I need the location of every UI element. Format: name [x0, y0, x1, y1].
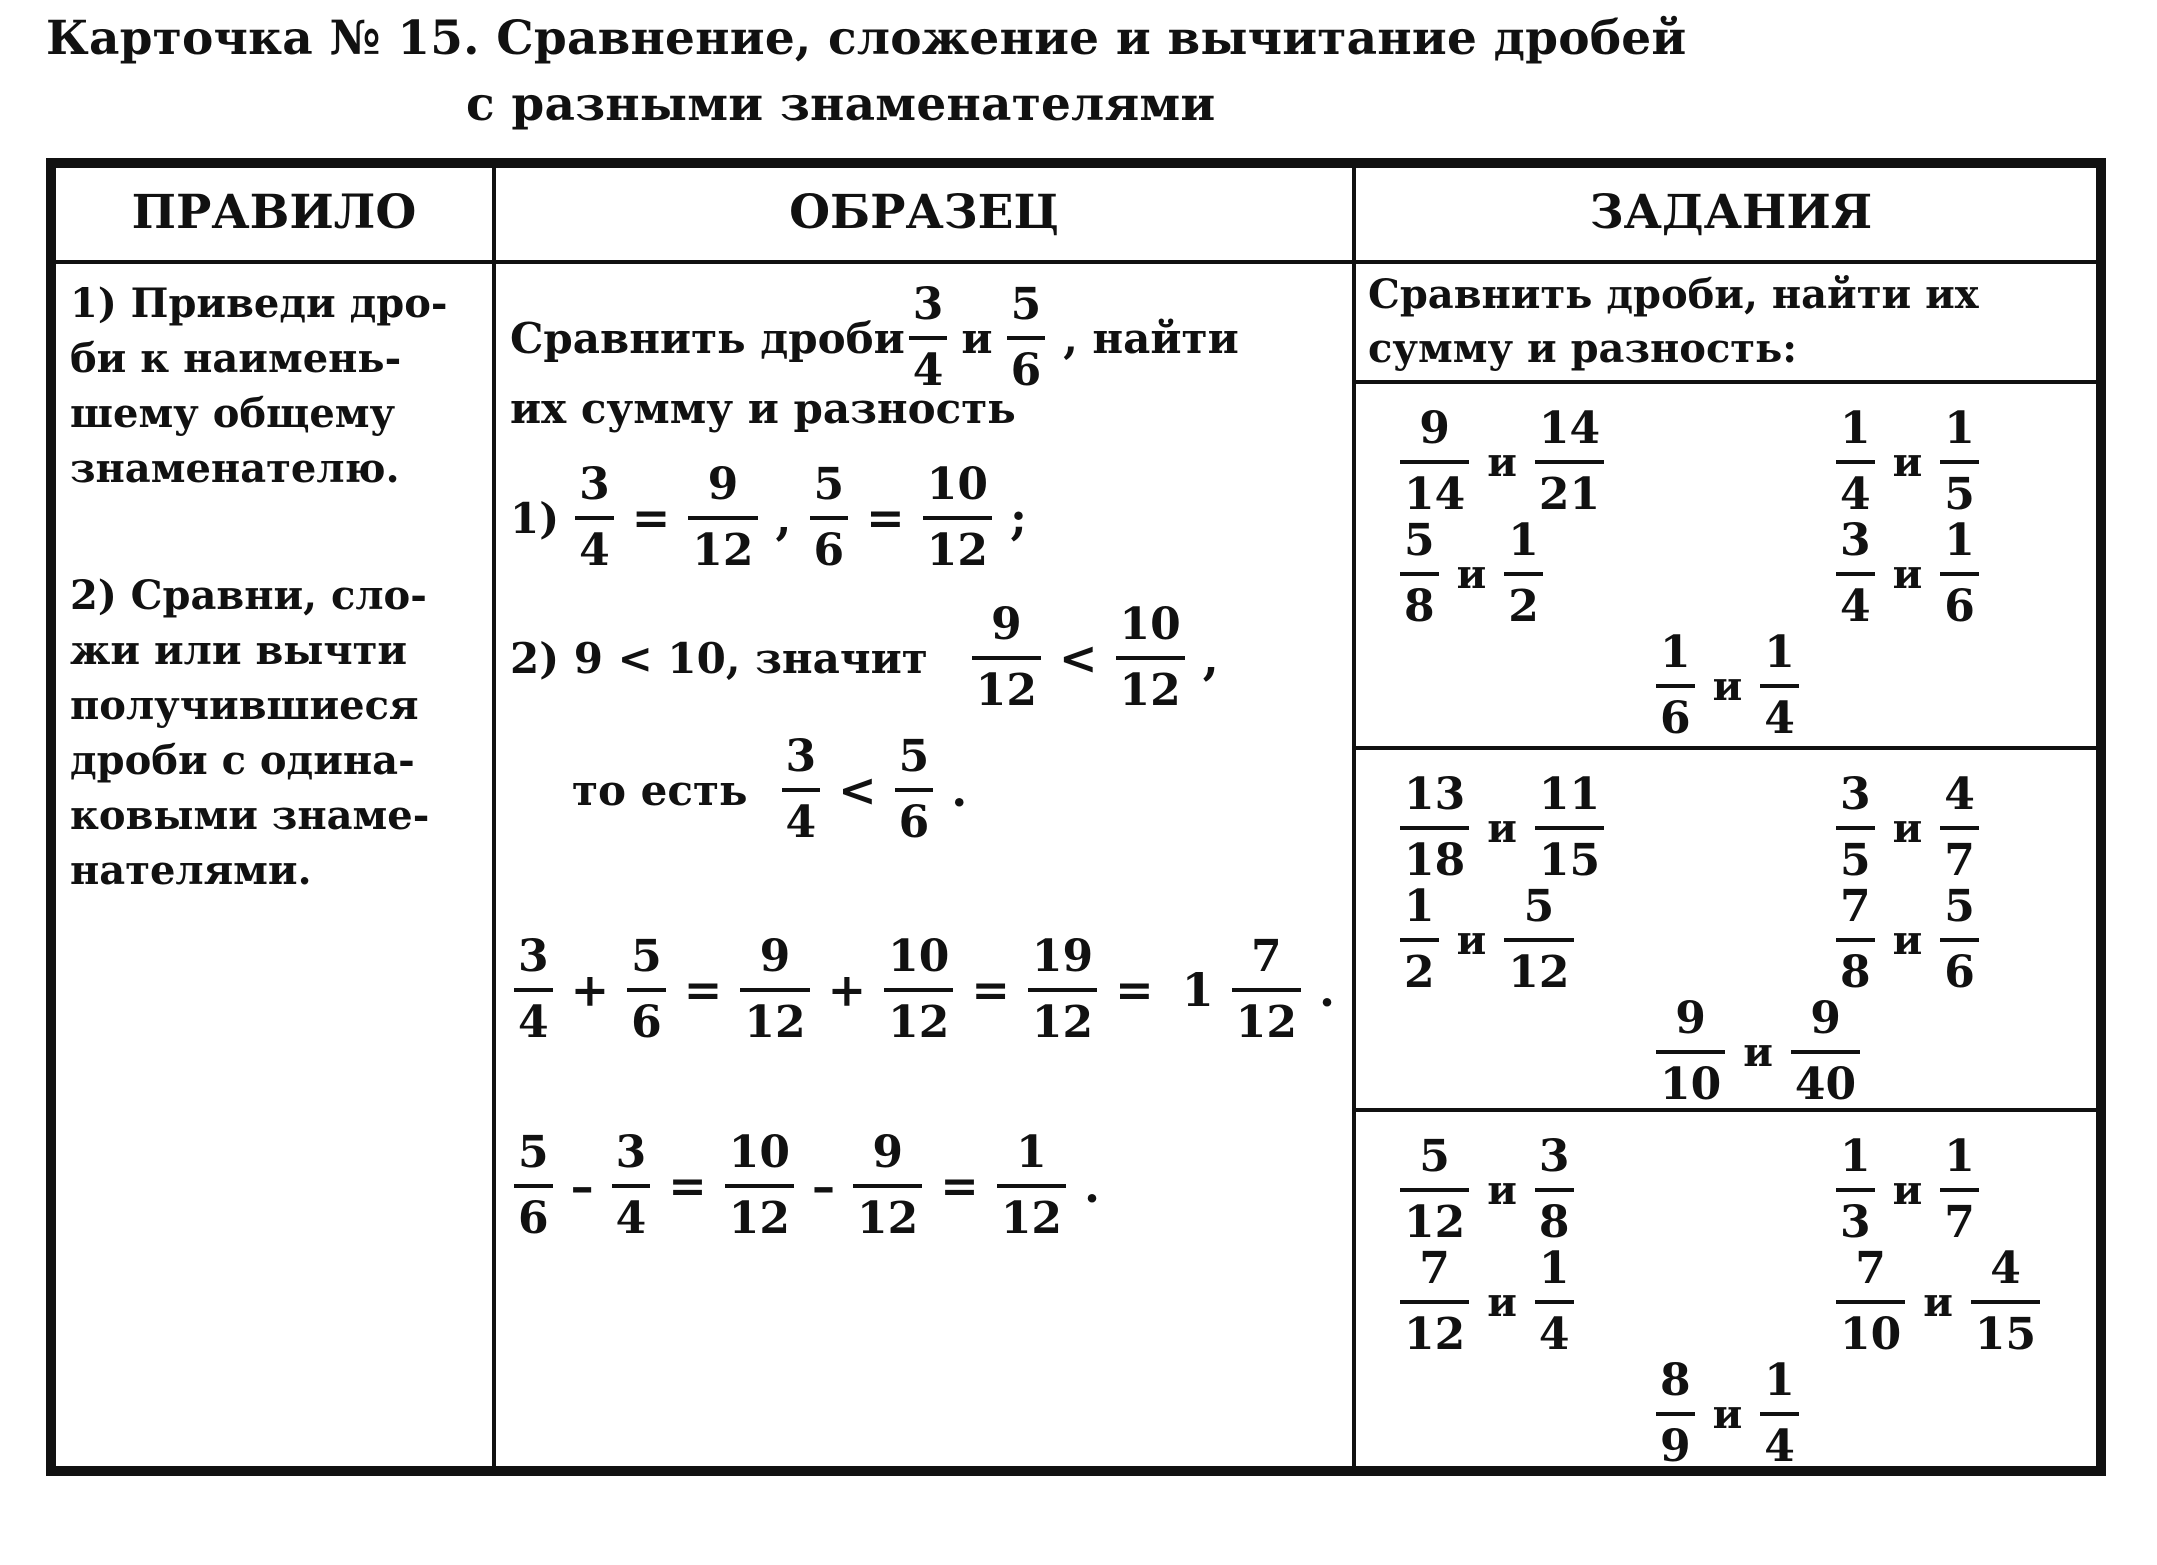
fraction-bar [1400, 1300, 1469, 1304]
denominator: 6 [631, 997, 662, 1048]
operator: + [570, 963, 610, 1017]
fraction-bar [1007, 336, 1046, 340]
denominator: 12 [1031, 997, 1094, 1048]
denominator: 14 [1404, 469, 1466, 520]
difference-expression [510, 1126, 1114, 1246]
denominator: 40 [1794, 1059, 1857, 1110]
operator: = [631, 491, 671, 545]
example-step-1 [510, 458, 1041, 578]
fraction-bar [514, 1184, 553, 1188]
operator: < [1058, 631, 1098, 685]
fraction-bar [1940, 1188, 1979, 1192]
denominator: 9 [1660, 1421, 1691, 1472]
tasks-instruction: Сравнить дроби, найти их сумму и разность: [1368, 271, 1979, 372]
fraction [1971, 1242, 2040, 1362]
fraction [1760, 1354, 1799, 1474]
fraction-bar [612, 1184, 651, 1188]
fraction [782, 730, 821, 850]
denominator: 12 [857, 1193, 919, 1244]
fraction-bar [1232, 988, 1301, 992]
denominator: 4 [579, 525, 610, 576]
step-3-expression [778, 730, 982, 850]
fraction-bar [688, 516, 757, 520]
fraction-bar [1400, 1188, 1469, 1192]
fraction-bar [725, 1184, 794, 1188]
numerator: 1 [1660, 627, 1691, 678]
fraction-bar [1971, 1300, 2040, 1304]
denominator: 12 [888, 997, 950, 1048]
fraction-bar [1535, 1300, 1574, 1304]
denominator: 6 [1944, 947, 1975, 998]
header-example: ОБРАЗЕЦ [789, 185, 1059, 240]
fraction [1940, 1130, 1979, 1250]
task-fraction-pair [1652, 1354, 1803, 1474]
task-fraction-pair [1652, 626, 1803, 746]
task-fraction-pair [1832, 1130, 1983, 1250]
operator: = [971, 963, 1010, 1017]
fraction [1400, 514, 1439, 634]
numerator: 9 [1810, 993, 1841, 1044]
numerator: 3 [912, 279, 944, 330]
denominator: 8 [1840, 947, 1871, 998]
fraction [1028, 930, 1097, 1050]
task-fraction-pair [1652, 992, 1864, 1112]
numerator: 7 [1251, 931, 1282, 982]
numerator: 5 [898, 731, 930, 782]
task-fraction-pair [1396, 768, 1608, 888]
denominator: 8 [1404, 581, 1435, 632]
operator: , [1202, 631, 1219, 685]
fraction [1400, 1242, 1469, 1362]
fraction-bar [1656, 1412, 1695, 1416]
fraction [1400, 880, 1439, 1000]
task-fraction-pair [1832, 880, 1983, 1000]
card-title [46, 6, 1686, 138]
fraction-bar [1400, 460, 1469, 464]
fraction-bar [972, 656, 1041, 660]
example-intro-and: и [961, 313, 993, 363]
operator: . [1084, 1159, 1101, 1213]
example-intro [510, 278, 1239, 398]
operator: ; [1009, 491, 1027, 545]
numerator: 10 [888, 931, 950, 982]
denominator: 12 [975, 665, 1037, 716]
fraction [514, 930, 553, 1050]
example-step-3 [572, 730, 981, 850]
denominator: 4 [912, 345, 944, 396]
denominator: 4 [615, 1193, 647, 1244]
task-fraction-pair [1832, 768, 1983, 888]
numerator: 10 [728, 1127, 791, 1178]
fraction-bar [1400, 826, 1469, 830]
denominator: 4 [1840, 469, 1871, 520]
fraction-bar [1836, 460, 1875, 464]
example-intro-line2-text: их сумму и разность [510, 384, 1016, 433]
numerator: 8 [1660, 1355, 1691, 1406]
denominator: 4 [1840, 581, 1871, 632]
fraction-bar [1836, 1300, 1905, 1304]
denominator: 18 [1404, 835, 1466, 886]
header-rule: ПРАВИЛО [131, 185, 417, 240]
pair-and-word: и [1923, 1278, 1953, 1326]
fraction-bar [1656, 684, 1695, 688]
fraction [1791, 992, 1860, 1112]
denominator: 6 [518, 1193, 549, 1244]
fraction-bar [909, 336, 948, 340]
tasks-divider [1352, 380, 2096, 384]
operator: = [683, 963, 723, 1017]
fraction-bar [1940, 572, 1979, 576]
fraction-bar [1504, 938, 1573, 942]
fraction [575, 458, 614, 578]
task-fraction-pair [1396, 514, 1547, 634]
pair-and-word: и [1456, 550, 1487, 598]
fraction [1535, 1242, 1574, 1362]
numerator: 5 [518, 1127, 549, 1178]
operator: = [866, 491, 905, 545]
numerator: 9 [1675, 993, 1706, 1044]
denominator: 4 [518, 997, 549, 1048]
fraction [1656, 626, 1695, 746]
denominator: 12 [1508, 947, 1570, 998]
fraction [1656, 992, 1725, 1112]
fraction [1400, 768, 1469, 888]
numerator: 3 [1840, 769, 1871, 820]
fraction-bar [997, 1184, 1066, 1188]
numerator: 1 [1840, 1131, 1871, 1182]
numerator: 1 [1840, 403, 1871, 454]
denominator: 4 [1538, 1309, 1570, 1360]
denominator: 12 [1404, 1197, 1466, 1248]
fraction-bar [1791, 1050, 1860, 1054]
numerator: 1 [1944, 1131, 1975, 1182]
numerator: 5 [1404, 515, 1435, 566]
numerator: 1 [1944, 515, 1975, 566]
fraction [627, 930, 666, 1050]
operator: , [775, 491, 792, 545]
fraction-bar [884, 988, 953, 992]
pair-and-word: и [1892, 804, 1923, 852]
pair-and-word: и [1712, 662, 1743, 710]
fraction-bar [1836, 1188, 1875, 1192]
card-title-line1: Карточка № 15. Сравнение, сложение и вычитание дробей [46, 11, 1687, 66]
pair-and-word: и [1487, 438, 1517, 486]
numerator: 10 [1119, 599, 1181, 650]
fraction-bar [1028, 988, 1097, 992]
column-divider [1352, 168, 1356, 1466]
fraction [909, 278, 948, 398]
numerator: 9 [759, 931, 791, 982]
fraction [612, 1126, 651, 1246]
fraction [1116, 598, 1185, 718]
step-1-expression [571, 458, 1041, 578]
denominator: 7 [1944, 1197, 1975, 1248]
operator: . [951, 763, 968, 817]
denominator: 12 [744, 997, 806, 1048]
fraction [1836, 514, 1875, 634]
fraction [725, 1126, 794, 1246]
pair-and-word: и [1487, 804, 1517, 852]
numerator: 9 [991, 599, 1022, 650]
pair-and-word: и [1892, 550, 1923, 598]
example-step-2 [510, 598, 1233, 718]
denominator: 2 [1508, 581, 1539, 632]
step-1-label: 1) [510, 493, 560, 543]
fraction-bar [1535, 826, 1604, 830]
operator: = [940, 1159, 979, 1213]
denominator: 6 [1010, 345, 1042, 396]
operator: . [1318, 963, 1335, 1017]
fraction-bar [1940, 938, 1979, 942]
fraction [1535, 402, 1604, 522]
operator: – [812, 1159, 836, 1213]
fraction [1940, 768, 1979, 888]
numerator: 5 [1523, 881, 1555, 932]
denominator: 4 [1764, 693, 1795, 744]
rule-step-1: 1) Приведи дро- би к наимень- шему общему знаменателю. [70, 280, 448, 492]
fraction-bar [1116, 656, 1185, 660]
fraction [895, 730, 934, 850]
fraction-bar [1760, 684, 1799, 688]
fraction-bar [1836, 938, 1875, 942]
pair-and-word: и [1487, 1166, 1517, 1214]
fraction [1836, 402, 1875, 522]
denominator: 12 [1000, 1193, 1063, 1244]
fraction [1940, 880, 1979, 1000]
numerator: 3 [785, 731, 817, 782]
numerator: 5 [813, 459, 845, 510]
step-2-expression [968, 598, 1233, 718]
numerator: 14 [1538, 403, 1601, 454]
numerator: 9 [872, 1127, 903, 1178]
fraction-bar [810, 516, 849, 520]
denominator: 6 [1660, 693, 1691, 744]
fraction-bar [1400, 938, 1439, 942]
fraction-bar [575, 516, 614, 520]
fraction [1940, 514, 1979, 634]
fraction-bar [740, 988, 809, 992]
fraction [972, 598, 1041, 718]
fraction-bar [853, 1184, 922, 1188]
fraction [1836, 1130, 1875, 1250]
fraction-bar [1940, 826, 1979, 830]
example-sum [510, 930, 1349, 1050]
fraction [1836, 1242, 1905, 1362]
numerator: 9 [1419, 403, 1450, 454]
numerator: 3 [1840, 515, 1871, 566]
numerator: 1 [1508, 515, 1539, 566]
fraction [1836, 880, 1875, 1000]
fraction-bar [1400, 572, 1439, 576]
numerator: 7 [1840, 881, 1871, 932]
operator: < [838, 763, 877, 817]
pair-and-word: и [1487, 1278, 1517, 1326]
fraction [1760, 626, 1799, 746]
denominator: 12 [926, 525, 988, 576]
header-tasks: ЗАДАНИЯ [1589, 185, 1873, 240]
numerator: 1 [1764, 1355, 1795, 1406]
fraction [1400, 402, 1469, 522]
task-fraction-pair [1832, 514, 1983, 634]
numerator: 9 [707, 459, 739, 510]
fraction [1535, 1130, 1574, 1250]
denominator: 12 [1119, 665, 1181, 716]
fraction [997, 1126, 1066, 1246]
numerator: 5 [631, 931, 662, 982]
numerator: 19 [1031, 931, 1094, 982]
numerator: 11 [1538, 769, 1601, 820]
fraction-bar [1836, 572, 1875, 576]
example-intro-suffix: , найти [1063, 313, 1239, 363]
denominator: 6 [898, 797, 930, 848]
denominator: 15 [1974, 1309, 2037, 1360]
numerator: 4 [1990, 1243, 2021, 1294]
fraction-bar [782, 788, 821, 792]
numerator: 1 [1538, 1243, 1570, 1294]
task-fraction-pair [1832, 402, 1983, 522]
pair-and-word: и [1712, 1390, 1743, 1438]
tasks-divider [1352, 746, 2096, 750]
denominator: 21 [1538, 469, 1601, 520]
fraction [1940, 402, 1979, 522]
numerator: 10 [926, 459, 988, 510]
operator: = [668, 1159, 707, 1213]
fraction-bar [1940, 460, 1979, 464]
task-fraction-pair [1832, 1242, 2044, 1362]
fraction [1400, 1130, 1469, 1250]
fraction-bar [895, 788, 934, 792]
denominator: 6 [813, 525, 845, 576]
fraction [923, 458, 992, 578]
denominator: 12 [1404, 1309, 1466, 1360]
fraction [1504, 514, 1543, 634]
card-table [46, 158, 2106, 1476]
numerator: 1 [1764, 627, 1795, 678]
pair-and-word: и [1892, 1166, 1923, 1214]
denominator: 12 [728, 1193, 791, 1244]
denominator: 8 [1538, 1197, 1570, 1248]
task-fraction-pair [1396, 1130, 1578, 1250]
fraction [810, 458, 849, 578]
fraction [853, 1126, 922, 1246]
denominator: 15 [1538, 835, 1601, 886]
sum-expression [510, 930, 1349, 1050]
header-divider [56, 260, 2096, 264]
fraction-bar [923, 516, 992, 520]
fraction-bar [1760, 1412, 1799, 1416]
pair-and-word: и [1892, 916, 1923, 964]
numerator: 4 [1944, 769, 1975, 820]
denominator: 5 [1840, 835, 1871, 886]
card-title-line2: с разными знаменателями [466, 77, 1216, 132]
step-3-text: то есть [572, 765, 748, 815]
numerator: 5 [1419, 1131, 1450, 1182]
fraction [688, 458, 757, 578]
fraction [884, 930, 953, 1050]
numerator: 3 [615, 1127, 647, 1178]
fraction [1836, 768, 1875, 888]
operator: 1 [1181, 963, 1214, 1017]
fraction-bar [1836, 826, 1875, 830]
denominator: 7 [1944, 835, 1975, 886]
fraction [1504, 880, 1573, 1000]
denominator: 10 [1840, 1309, 1902, 1360]
fraction-bar [1504, 572, 1543, 576]
pair-and-word: и [1892, 438, 1923, 486]
task-fraction-pair [1396, 402, 1608, 522]
denominator: 12 [1235, 997, 1297, 1048]
fraction-bar [627, 988, 666, 992]
fraction [514, 1126, 553, 1246]
example-intro-line2 [510, 384, 1016, 433]
example-intro-prefix: Сравнить дроби [510, 313, 905, 363]
numerator: 5 [1010, 279, 1042, 330]
task-fraction-pair [1396, 1242, 1578, 1362]
example-difference [510, 1126, 1114, 1246]
denominator: 4 [1764, 1421, 1795, 1472]
step-2-text: 2) 9 < 10, значит [510, 633, 928, 683]
denominator: 2 [1404, 947, 1435, 998]
denominator: 12 [692, 525, 754, 576]
operator: = [1115, 963, 1154, 1017]
denominator: 3 [1840, 1197, 1871, 1248]
numerator: 7 [1855, 1243, 1886, 1294]
operator: – [570, 1159, 594, 1213]
fraction-bar [514, 988, 553, 992]
numerator: 7 [1419, 1243, 1450, 1294]
denominator: 10 [1660, 1059, 1722, 1110]
numerator: 5 [1944, 881, 1975, 932]
fraction [740, 930, 809, 1050]
fraction [1232, 930, 1301, 1050]
denominator: 4 [785, 797, 817, 848]
column-divider [492, 168, 496, 1466]
pair-and-word: и [1743, 1028, 1773, 1076]
fraction [1535, 768, 1604, 888]
denominator: 6 [1944, 581, 1975, 632]
rule-step-2: 2) Сравни, сло- жи или вычти получившиеся дроби с одина- ковыми знаме- нателями. [70, 572, 430, 894]
task-fraction-pair [1396, 880, 1578, 1000]
fraction [1656, 1354, 1695, 1474]
pair-and-word: и [1456, 916, 1487, 964]
fraction-bar [1535, 460, 1604, 464]
fraction-bar [1535, 1188, 1574, 1192]
numerator: 1 [1016, 1127, 1047, 1178]
numerator: 1 [1944, 403, 1975, 454]
denominator: 5 [1944, 469, 1975, 520]
numerator: 13 [1404, 769, 1466, 820]
numerator: 3 [518, 931, 549, 982]
fraction [1007, 278, 1046, 398]
numerator: 3 [579, 459, 610, 510]
numerator: 3 [1538, 1131, 1570, 1182]
fraction-bar [1656, 1050, 1725, 1054]
numerator: 1 [1404, 881, 1435, 932]
operator: + [827, 963, 867, 1017]
